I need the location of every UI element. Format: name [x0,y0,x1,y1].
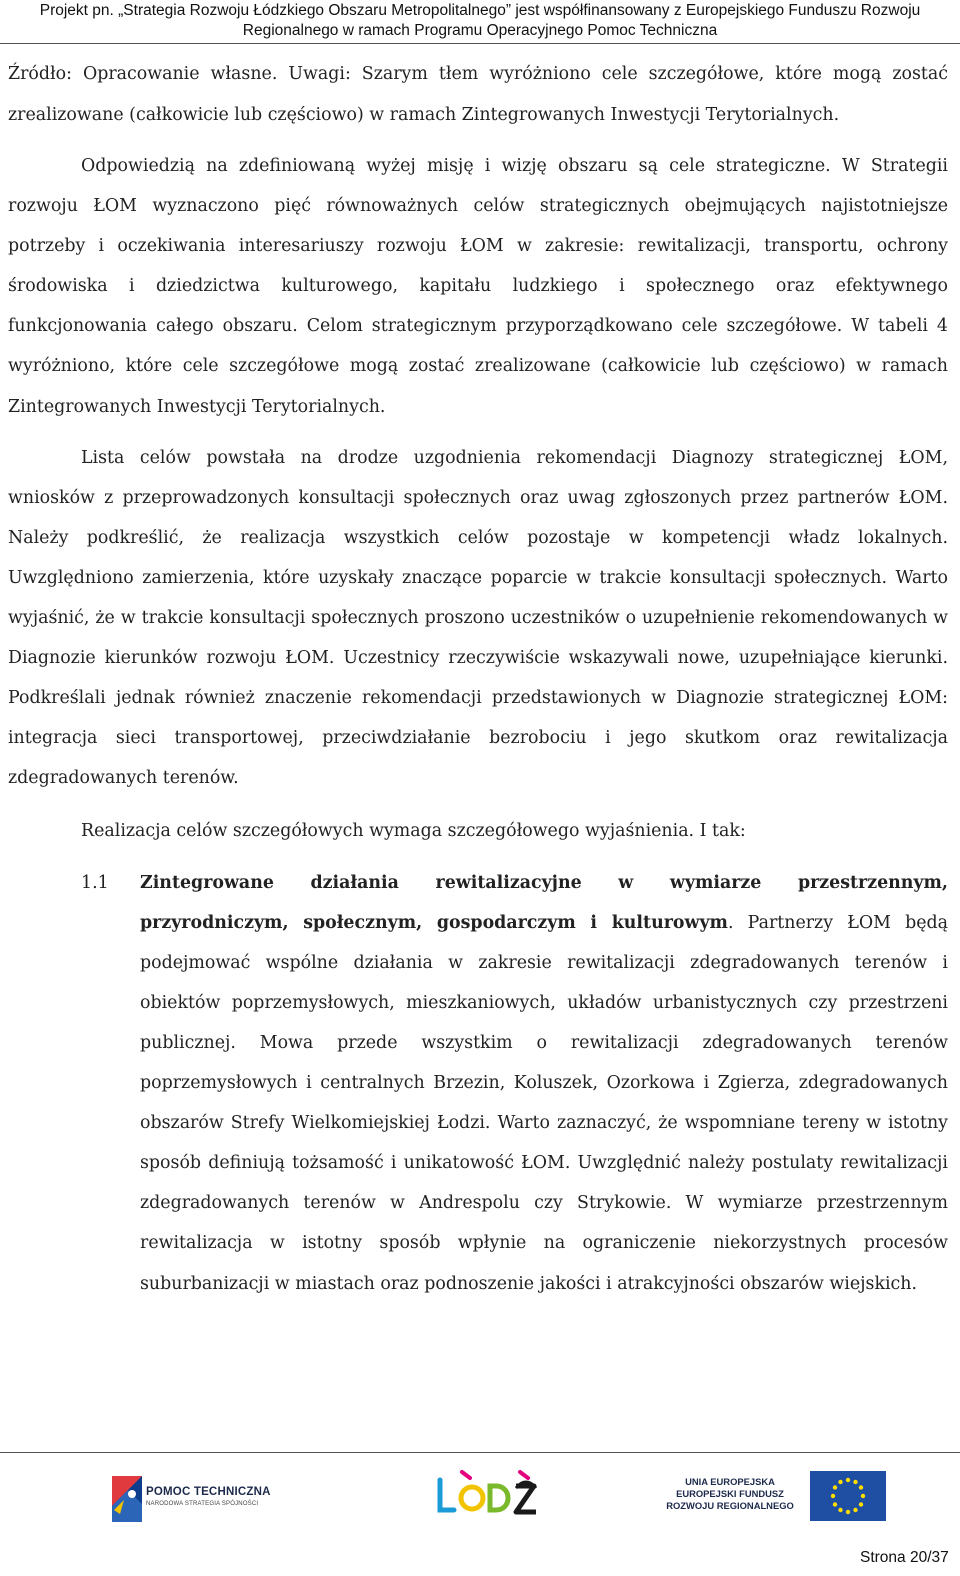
document-body [8,54,948,1304]
pomoc-techniczna-title: POMOC TECHNICZNA [146,1486,271,1498]
pomoc-techniczna-logo [108,1468,308,1528]
paragraph-strategic-goals: Odpowiedzią na zdefiniowaną wyżej misję i wizję obszaru są cele strategiczne. W Strategii rozwoju ŁOM wyznaczono pięć równoważnych celów strategicznych obejmujących najistotniejsze potrzeby i oczekiwania interesariuszy rozwoju ŁOM w zakresie: rewitalizacji, transportu, ochrony środowiska i dziedzictwa kulturowego, kapitału ludzkiego i społecznego oraz efektywnego funkcjonowania całego obszaru. Celom strategicznym przyporządkowano cele szczegółowe. W tabeli 4 wyróżniono, które cele szczegółowe mogą zostać zrealizowane (całkowicie lub częściowo) w ramach Zintegrowanych Inwestycji Terytorialnych. [8,156,948,417]
eu-flag-icon [810,1471,886,1521]
item-number: 1.1 [81,872,109,893]
eu-logo [652,1468,886,1524]
paragraph-intro: Realizacja celów szczegółowych wymaga szczegółowego wyjaśnienia. I tak: [81,820,746,841]
pomoc-techniczna-subtitle: NARODOWA STRATEGIA SPÓJNOŚCI [146,1501,259,1507]
eu-logo-line-1: UNIA EUROPEJSKA [685,1476,775,1487]
item-heading: Zintegrowane działania rewitalizacyjne w wymiarze przestrzennym, przyrodniczym, społecznym, gospodarczym i kulturowym [140,872,948,933]
paragraph-goal-list: Lista celów powstała na drodze uzgodnienia rekomendacji Diagnozy strategicznej ŁOM, wniosków z przeprowadzonych konsultacji społecznych oraz uwag zgłoszonych przez partnerów ŁOM. Należy podkreślić, że realizacja wszystkich celów pozostaje w kompetencji władz lokalnych. Uwzględniono zamierzenia, które uzyskały znaczące poparcie w trakcie konsultacji społecznych. Warto wyjaśnić, że w trakcie konsultacji społecznych proszono uczestników o uzupełnienie rekomendowanych w Diagnozie kierunków rozwoju ŁOM. Uczestnicy rzeczywiście wskazywali nowe, uzupełniające kierunki. Podkreślali jednak również znaczenie rekomendacji przedstawionych w Diagnozie strategicznej ŁOM: integracja sieci transportowej, przeciwdziałanie bezrobociu i jego skutkom oraz rewitalizacja zdegradowanych terenów. [8,447,948,789]
numbered-item [8,863,948,1304]
page-number: Strona 20/37 [860,1549,949,1566]
pomoc-techniczna-emblem-icon [108,1470,146,1526]
header-line-1: Projekt pn. „Strategia Rozwoju Łódzkiego Obszaru Metropolitalnego” jest współfinansowany z Europejskiego Funduszu Rozwoju [39,2,921,19]
footer-divider [0,1452,960,1453]
item-text: . Partnerzy ŁOM będą podejmować wspólne działania w zakresie rewitalizacji zdegradowanych terenów i obiektów poprzemysłowych, mieszkaniowych, układów urbanistycznych czy przestrzeni publicznej. Mowa przede wszystkim o rewitalizacji zdegradowanych terenów poprzemysłowych i centralnych Brzezin, Koluszek, Ozorkowa i Zgierza, zdegradowanych obszarów Strefy Wielkomiejskiej Łodzi. Warto zaznaczyć, że wspomniane tereny w istotny sposób definiują tożsamość i unikatowość ŁOM. Uwzględnić należy postulaty rewitalizacji zdegradowanych terenów w Andrespolu czy Strykowie. W wymiarze przestrzennym rewitalizacja w istotny sposób wpłynie na ograniczenie niekorzystnych procesów suburbanizacji w miastach oraz podnoszenie jakości i atrakcyjności obszarów wiejskich. [140,912,948,1294]
lodz-kreuje-logo [432,1464,552,1528]
eu-logo-line-3: ROZWOJU REGIONALNEGO [666,1500,794,1511]
page-header [0,0,960,44]
header-divider [0,43,960,44]
eu-logo-text [660,1476,800,1512]
source-note: Źródło: Opracowanie własne. Uwagi: Szarym tłem wyróżniono cele szczegółowe, które mogą zostać zrealizowane (całkowicie lub częściowo) w ramach Zintegrowanych Inwestycji Terytorialnych. [8,64,948,125]
lodz-kreuje-icon [432,1464,552,1528]
eu-logo-line-2: EUROPEJSKI FUNDUSZ [676,1488,784,1499]
header-line-2: Regionalnego w ramach Programu Operacyjnego Pomoc Techniczna [242,22,718,39]
item-paragraph [140,863,948,1304]
